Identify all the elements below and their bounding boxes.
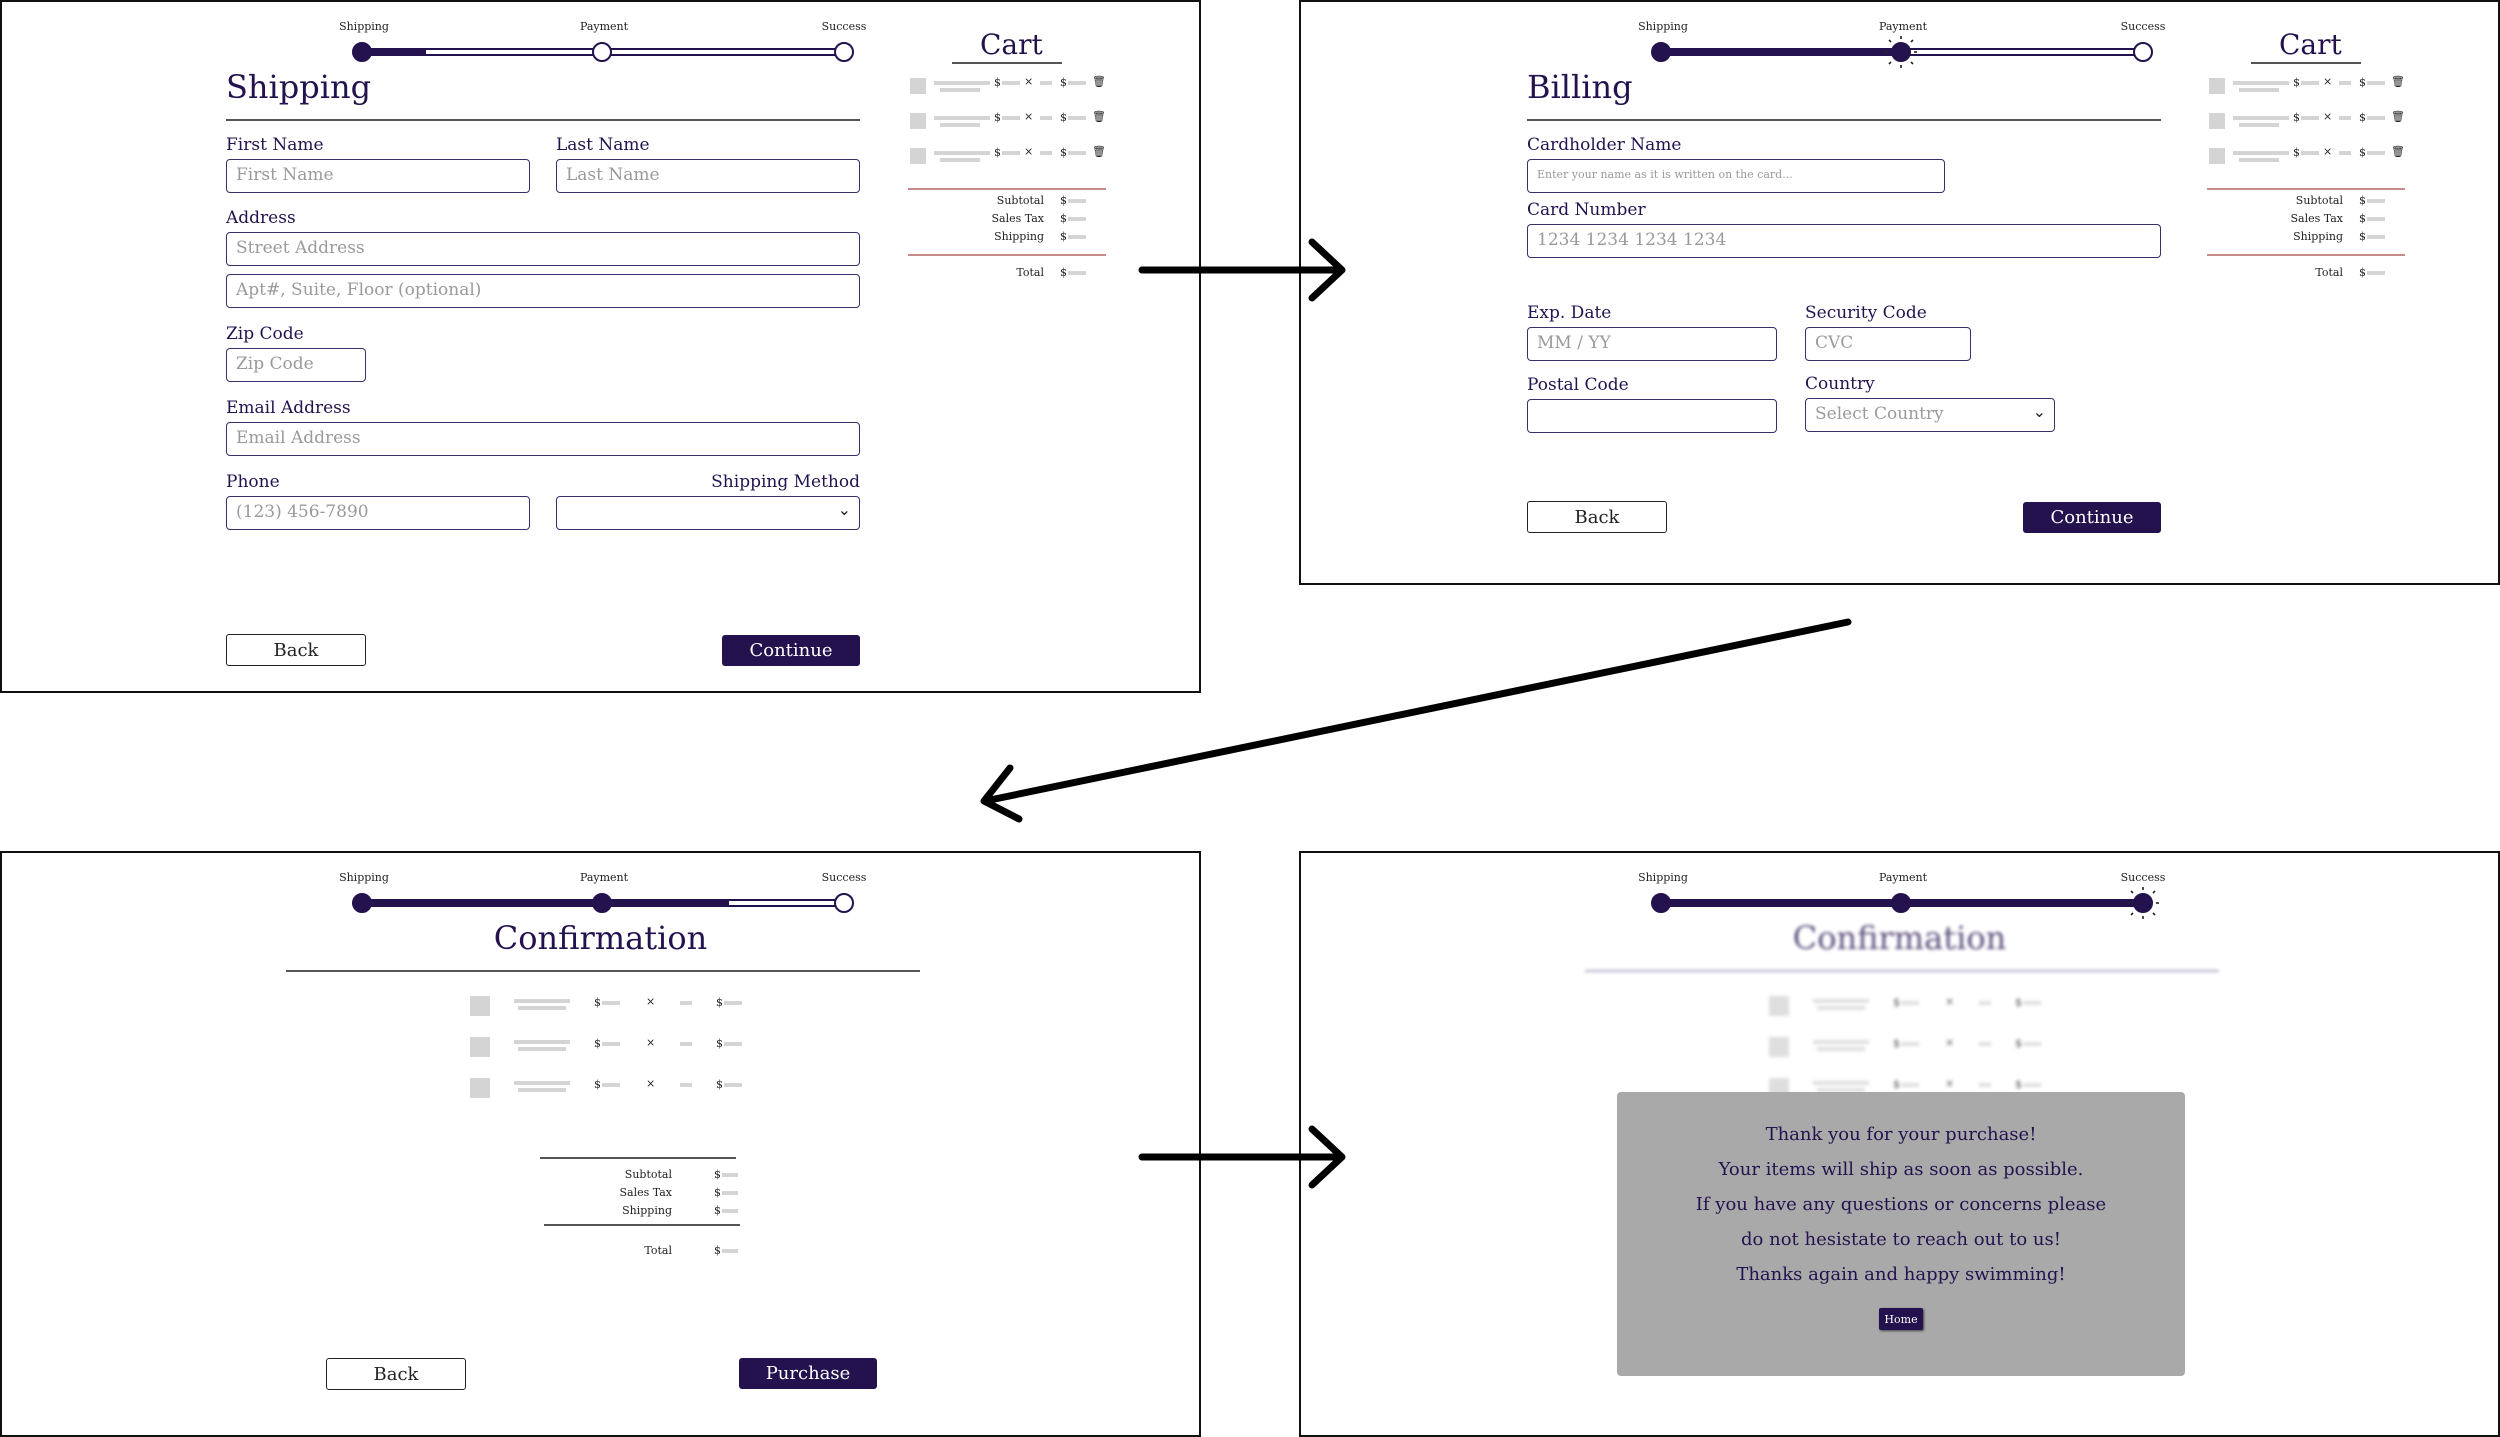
cart-item-row: [2207, 110, 2407, 137]
trash-icon[interactable]: 🗑: [2391, 145, 2405, 158]
total-value-placeholder: [722, 1249, 738, 1253]
trash-icon[interactable]: 🗑: [1092, 75, 1106, 88]
cart-item-row: [908, 75, 1108, 102]
apt-field[interactable]: Apt#, Suite, Floor (optional): [226, 274, 860, 308]
item-name-placeholder: [934, 81, 990, 85]
title-divider: [286, 970, 920, 972]
step-label-payment: Payment: [1878, 20, 1928, 33]
last-name-field[interactable]: Last Name: [556, 159, 860, 193]
cart-item-row: [2207, 145, 2407, 172]
multiply-icon: ×: [2323, 75, 2333, 88]
order-item-row: [470, 1037, 770, 1061]
currency-symbol: $: [594, 1037, 601, 1050]
currency-symbol: $: [594, 996, 601, 1009]
message-line: Thanks again and happy swimming!: [1736, 1264, 2066, 1285]
page-title: Shipping: [226, 68, 372, 106]
first-name-field[interactable]: First Name: [226, 159, 530, 193]
item-name-placeholder: [934, 116, 990, 120]
summary-label: Shipping: [994, 230, 1044, 243]
step-dot-payment: [592, 42, 612, 62]
item-thumbnail: [2209, 113, 2225, 129]
progress-fill: [1663, 50, 1903, 54]
message-line: Thank you for your purchase!: [1765, 1124, 2037, 1145]
currency-symbol: $: [1893, 1037, 1900, 1050]
cart-item-list: [908, 75, 1108, 168]
price-placeholder: [2301, 151, 2319, 155]
qty-placeholder: [2339, 81, 2351, 85]
cart-summary: [908, 194, 1108, 284]
item-name-placeholder: [1813, 1040, 1869, 1044]
phone-label: Phone: [226, 472, 280, 492]
multiply-icon: ×: [2323, 145, 2333, 158]
trash-icon[interactable]: 🗑: [2391, 110, 2405, 123]
price-placeholder: [1901, 1001, 1919, 1005]
order-item-list: [470, 996, 770, 1106]
progress-fill: [364, 50, 426, 54]
currency-symbol: $: [714, 1186, 721, 1199]
item-desc-placeholder: [2239, 123, 2279, 127]
item-name-placeholder: [1813, 999, 1869, 1003]
step-dot-success: [2133, 42, 2153, 62]
currency-symbol: $: [1060, 212, 1067, 225]
cart-title-underline: [2251, 62, 2361, 64]
line-total-placeholder: [2367, 116, 2385, 120]
total-label: Total: [2315, 266, 2343, 279]
currency-symbol: $: [594, 1078, 601, 1091]
price-placeholder: [1002, 151, 1020, 155]
total-label: Total: [1016, 266, 1044, 279]
step-dot-shipping: [352, 893, 372, 913]
message-line: do not hesistate to reach out to us!: [1741, 1229, 2061, 1250]
line-total-placeholder: [2367, 151, 2385, 155]
line-total-placeholder: [1068, 116, 1086, 120]
step-label-success: Success: [821, 20, 867, 33]
page-title: Confirmation: [1792, 919, 2007, 957]
summary-divider: [2207, 254, 2405, 256]
summary-value-placeholder: [722, 1173, 738, 1177]
line-total-placeholder: [2023, 1042, 2041, 1046]
currency-symbol: $: [716, 1037, 723, 1050]
cart-item-row: [908, 110, 1108, 137]
currency-symbol: $: [2359, 194, 2366, 207]
multiply-icon: ×: [646, 1036, 656, 1049]
message-line: Your items will ship as soon as possible.: [1718, 1159, 2084, 1180]
progress-fill: [364, 901, 729, 905]
item-name-placeholder: [2233, 116, 2289, 120]
back-button[interactable]: Back: [326, 1358, 466, 1390]
home-button[interactable]: Home: [1879, 1308, 1923, 1330]
currency-symbol: $: [2359, 266, 2366, 279]
total-value-placeholder: [1068, 271, 1086, 275]
summary-label: Subtotal: [2295, 194, 2343, 207]
currency-symbol: $: [716, 1078, 723, 1091]
currency-symbol: $: [1893, 1078, 1900, 1091]
line-total-placeholder: [2023, 1083, 2041, 1087]
security-code-label: Security Code: [1805, 303, 1927, 323]
order-item-row: [1769, 1037, 2069, 1061]
item-thumbnail: [2209, 148, 2225, 164]
multiply-icon: ×: [1024, 75, 1034, 88]
item-name-placeholder: [2233, 151, 2289, 155]
multiply-icon: ×: [646, 1077, 656, 1090]
item-desc-placeholder: [940, 88, 980, 92]
currency-symbol: $: [1893, 996, 1900, 1009]
step-label-payment: Payment: [1878, 871, 1928, 884]
item-desc-placeholder: [518, 1006, 566, 1010]
item-name-placeholder: [514, 1081, 570, 1085]
shipping-method-select[interactable]: [556, 496, 860, 530]
currency-symbol: $: [1060, 146, 1067, 159]
chevron-down-icon: ⌄: [837, 500, 851, 519]
currency-symbol: $: [994, 76, 1001, 89]
cart-item-row: [2207, 75, 2407, 102]
currency-symbol: $: [716, 996, 723, 1009]
line-total-placeholder: [724, 1001, 742, 1005]
currency-symbol: $: [714, 1168, 721, 1181]
country-placeholder: Select Country: [1815, 404, 1944, 424]
step-dot-payment: [592, 893, 612, 913]
message-line: If you have any questions or concerns please: [1695, 1194, 2107, 1215]
step-dot-success: [834, 893, 854, 913]
currency-symbol: $: [714, 1204, 721, 1217]
cart-title: Cart: [980, 28, 1043, 61]
multiply-icon: ×: [1024, 110, 1034, 123]
summary-label: Sales Tax: [2290, 212, 2343, 225]
currency-symbol: $: [2293, 76, 2300, 89]
postal-code-field[interactable]: [1527, 399, 1777, 433]
currency-symbol: $: [994, 146, 1001, 159]
currency-symbol: $: [2359, 230, 2366, 243]
first-name-label: First Name: [226, 135, 324, 155]
currency-symbol: $: [1060, 111, 1067, 124]
continue-button[interactable]: Continue: [722, 635, 860, 666]
phone-field[interactable]: (123) 456-7890: [226, 496, 530, 530]
step-label-success: Success: [2120, 20, 2166, 33]
price-placeholder: [602, 1001, 620, 1005]
qty-placeholder: [1979, 1001, 1991, 1005]
qty-placeholder: [1040, 116, 1052, 120]
step-label-shipping: Shipping: [1638, 871, 1688, 884]
title-divider: [226, 119, 860, 121]
cart-item-row: [908, 145, 1108, 172]
order-item-list: [1769, 996, 2069, 1106]
order-item-row: [470, 1078, 770, 1102]
step-dot-success: [834, 42, 854, 62]
address-label: Address: [226, 208, 296, 228]
price-placeholder: [1002, 81, 1020, 85]
multiply-icon: ×: [1945, 1077, 1955, 1090]
confirmation-screen: [0, 851, 1201, 1437]
currency-symbol: $: [2359, 212, 2366, 225]
summary-value-placeholder: [1068, 235, 1086, 239]
cart-summary: [2207, 194, 2407, 284]
cart-title: Cart: [2279, 28, 2342, 61]
shipping-method-label: Shipping Method: [711, 472, 860, 492]
order-item-row: [1769, 996, 2069, 1020]
line-total-placeholder: [724, 1042, 742, 1046]
qty-placeholder: [1040, 151, 1052, 155]
summary-value-placeholder: [1068, 217, 1086, 221]
qty-placeholder: [680, 1042, 692, 1046]
qty-placeholder: [680, 1001, 692, 1005]
purchase-button[interactable]: Purchase: [739, 1358, 877, 1389]
currency-symbol: $: [2015, 996, 2022, 1009]
postal-code-label: Postal Code: [1527, 375, 1629, 395]
step-dot-shipping: [352, 42, 372, 62]
chevron-down-icon: ⌄: [2032, 402, 2046, 421]
cardholder-label: Cardholder Name: [1527, 135, 1682, 155]
currency-symbol: $: [1060, 76, 1067, 89]
exp-date-field[interactable]: MM / YY: [1527, 327, 1777, 361]
item-desc-placeholder: [518, 1088, 566, 1092]
price-placeholder: [602, 1083, 620, 1087]
billing-screen: [1299, 0, 2500, 585]
price-placeholder: [2301, 81, 2319, 85]
summary-label: Sales Tax: [619, 1186, 672, 1199]
total-label: Total: [644, 1244, 672, 1257]
price-placeholder: [2301, 116, 2319, 120]
item-thumbnail: [910, 78, 926, 94]
summary-value-placeholder: [722, 1209, 738, 1213]
back-button[interactable]: Back: [1527, 501, 1667, 533]
step-label-shipping: Shipping: [339, 871, 389, 884]
step-dot-shipping: [1651, 42, 1671, 62]
multiply-icon: ×: [1945, 995, 1955, 1008]
cart-title-underline: [952, 62, 1062, 64]
qty-placeholder: [1979, 1083, 1991, 1087]
summary-value-placeholder: [2367, 235, 2385, 239]
item-thumbnail: [470, 1037, 490, 1057]
summary-divider: [544, 1224, 740, 1226]
summary-label: Subtotal: [996, 194, 1044, 207]
multiply-icon: ×: [1945, 1036, 1955, 1049]
success-modal: [1617, 1092, 2185, 1376]
item-thumbnail: [910, 148, 926, 164]
step-label-payment: Payment: [579, 871, 629, 884]
qty-placeholder: [1979, 1042, 1991, 1046]
success-screen: [1299, 851, 2500, 1437]
line-total-placeholder: [724, 1083, 742, 1087]
currency-symbol: $: [2015, 1037, 2022, 1050]
step-label-success: Success: [2120, 871, 2166, 884]
page-title: Confirmation: [493, 919, 708, 957]
multiply-icon: ×: [2323, 110, 2333, 123]
item-name-placeholder: [1813, 1081, 1869, 1085]
item-thumbnail: [1769, 996, 1789, 1016]
item-thumbnail: [2209, 78, 2225, 94]
shipping-screen: [0, 0, 1201, 693]
price-placeholder: [1901, 1083, 1919, 1087]
country-select[interactable]: [1805, 398, 2055, 432]
cart-item-list: [2207, 75, 2407, 168]
cardholder-field[interactable]: Enter your name as it is written on the card...: [1527, 159, 1945, 193]
qty-placeholder: [1040, 81, 1052, 85]
item-desc-placeholder: [2239, 88, 2279, 92]
page-title: Billing: [1527, 68, 1633, 106]
card-number-field[interactable]: 1234 1234 1234 1234: [1527, 224, 2161, 258]
qty-placeholder: [680, 1083, 692, 1087]
item-desc-placeholder: [940, 158, 980, 162]
item-desc-placeholder: [2239, 158, 2279, 162]
back-button[interactable]: Back: [226, 634, 366, 666]
step-label-payment: Payment: [579, 20, 629, 33]
line-total-placeholder: [1068, 81, 1086, 85]
price-placeholder: [1901, 1042, 1919, 1046]
cart-divider: [908, 188, 1106, 190]
total-value-placeholder: [2367, 271, 2385, 275]
step-label-success: Success: [821, 871, 867, 884]
continue-button[interactable]: Continue: [2023, 502, 2161, 533]
summary-label: Shipping: [622, 1204, 672, 1217]
qty-placeholder: [2339, 151, 2351, 155]
price-placeholder: [602, 1042, 620, 1046]
line-total-placeholder: [2023, 1001, 2041, 1005]
last-name-label: Last Name: [556, 135, 650, 155]
item-thumbnail: [470, 1078, 490, 1098]
summary-value-placeholder: [1068, 199, 1086, 203]
email-label: Email Address: [226, 398, 351, 418]
security-code-field[interactable]: CVC: [1805, 327, 1971, 361]
exp-date-label: Exp. Date: [1527, 303, 1612, 323]
line-total-placeholder: [1068, 151, 1086, 155]
summary-label: Sales Tax: [991, 212, 1044, 225]
item-name-placeholder: [2233, 81, 2289, 85]
item-thumbnail: [1769, 1037, 1789, 1057]
item-name-placeholder: [934, 151, 990, 155]
step-label-shipping: Shipping: [1638, 20, 1688, 33]
currency-symbol: $: [2359, 76, 2366, 89]
summary-top-divider: [540, 1157, 736, 1159]
currency-symbol: $: [1060, 266, 1067, 279]
currency-symbol: $: [994, 111, 1001, 124]
trash-icon[interactable]: 🗑: [1092, 110, 1106, 123]
item-desc-placeholder: [518, 1047, 566, 1051]
step-label-shipping: Shipping: [339, 20, 389, 33]
qty-placeholder: [2339, 116, 2351, 120]
zip-field[interactable]: Zip Code: [226, 348, 366, 382]
order-item-row: [470, 996, 770, 1020]
title-divider: [1585, 970, 2219, 972]
item-desc-placeholder: [1817, 1006, 1865, 1010]
currency-symbol: $: [1060, 230, 1067, 243]
summary-divider: [908, 254, 1106, 256]
item-desc-placeholder: [1817, 1047, 1865, 1051]
street-address-field[interactable]: Street Address: [226, 232, 860, 266]
item-thumbnail: [910, 113, 926, 129]
currency-symbol: $: [2293, 111, 2300, 124]
multiply-icon: ×: [646, 995, 656, 1008]
currency-symbol: $: [1060, 194, 1067, 207]
price-placeholder: [1002, 116, 1020, 120]
multiply-icon: ×: [1024, 145, 1034, 158]
summary-value-placeholder: [2367, 199, 2385, 203]
trash-icon[interactable]: 🗑: [2391, 75, 2405, 88]
currency-symbol: $: [2293, 146, 2300, 159]
trash-icon[interactable]: 🗑: [1092, 145, 1106, 158]
summary-value-placeholder: [2367, 217, 2385, 221]
summary-label: Shipping: [2293, 230, 2343, 243]
title-divider: [1527, 119, 2161, 121]
currency-symbol: $: [2359, 146, 2366, 159]
currency-symbol: $: [714, 1244, 721, 1257]
item-name-placeholder: [514, 999, 570, 1003]
card-number-label: Card Number: [1527, 200, 1646, 220]
item-thumbnail: [470, 996, 490, 1016]
summary-label: Subtotal: [624, 1168, 672, 1181]
currency-symbol: $: [2015, 1078, 2022, 1091]
zip-label: Zip Code: [226, 324, 304, 344]
country-label: Country: [1805, 374, 1875, 394]
active-step-sparkle-icon: [1884, 35, 1918, 69]
order-summary: [540, 1168, 740, 1268]
item-name-placeholder: [514, 1040, 570, 1044]
line-total-placeholder: [2367, 81, 2385, 85]
cart-divider: [2207, 188, 2405, 190]
currency-symbol: $: [2359, 111, 2366, 124]
email-field[interactable]: Email Address: [226, 422, 860, 456]
item-desc-placeholder: [940, 123, 980, 127]
summary-value-placeholder: [722, 1191, 738, 1195]
